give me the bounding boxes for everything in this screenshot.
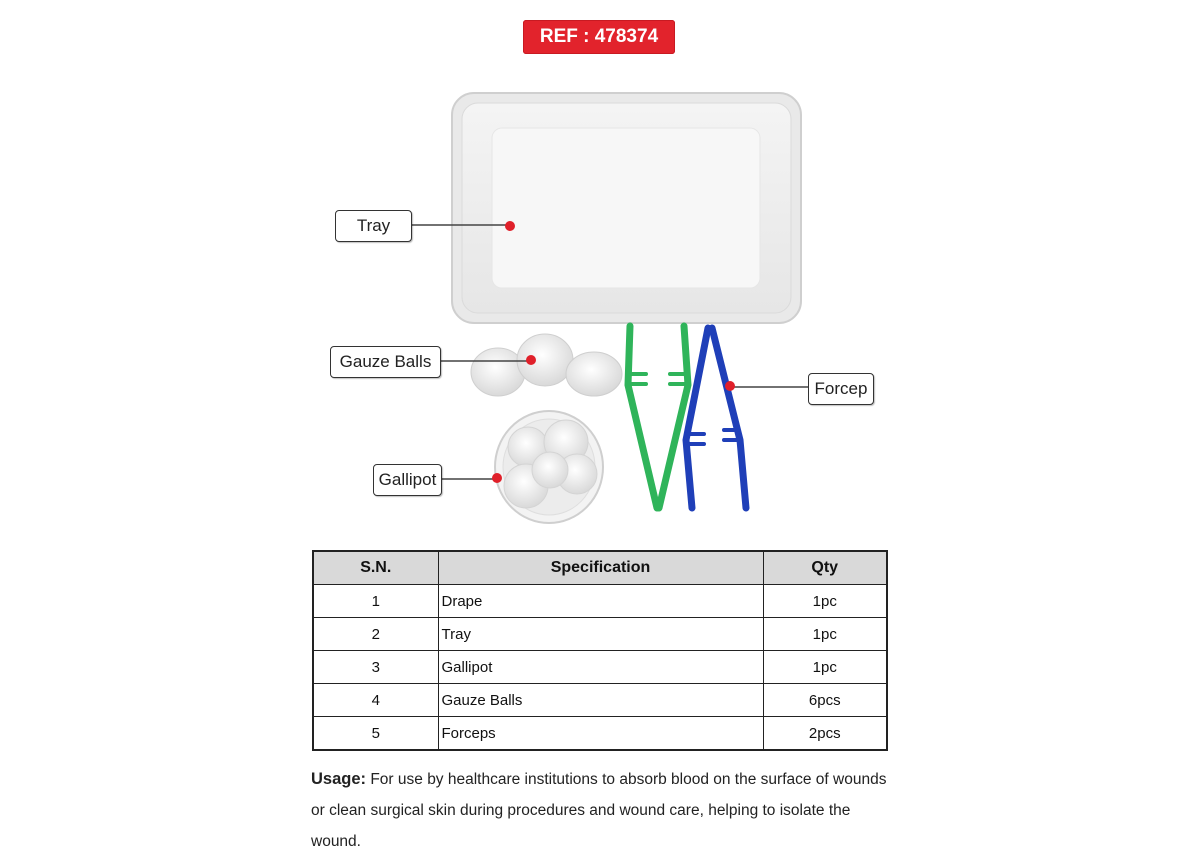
cell-sn: 4	[313, 684, 438, 717]
cell-sn: 5	[313, 717, 438, 751]
callout-forcep: Forcep	[808, 373, 874, 405]
callout-tray: Tray	[335, 210, 412, 242]
specification-table	[312, 550, 888, 751]
table-row	[313, 585, 887, 618]
table-row	[313, 684, 887, 717]
gauze-marker	[526, 355, 536, 365]
table-header-row	[313, 551, 887, 585]
table-row	[313, 618, 887, 651]
cell-qty: 6pcs	[763, 684, 887, 717]
cell-specification: Forceps	[438, 717, 763, 751]
tray-image	[452, 93, 801, 323]
table-row	[313, 651, 887, 684]
green-forcep-image	[628, 326, 688, 508]
callout-gallipot: Gallipot	[373, 464, 442, 496]
header-sn: S.N.	[313, 551, 438, 585]
cell-qty: 2pcs	[763, 717, 887, 751]
callout-gauze-balls: Gauze Balls	[330, 346, 441, 378]
header-qty: Qty	[763, 551, 887, 585]
cell-sn: 3	[313, 651, 438, 684]
usage-text: For use by healthcare institutions to absorb blood on the surface of wounds or clean surgical skin during procedures and wound care, helping to isolate the wound.	[311, 771, 887, 850]
gallipot-marker	[492, 473, 502, 483]
forcep-marker	[725, 381, 735, 391]
tray-marker	[505, 221, 515, 231]
cell-specification: Tray	[438, 618, 763, 651]
cell-qty: 1pc	[763, 585, 887, 618]
usage-label: Usage:	[311, 770, 367, 788]
gauze-balls-image	[471, 334, 622, 396]
cell-specification: Drape	[438, 585, 763, 618]
cell-sn: 2	[313, 618, 438, 651]
ref-badge: REF : 478374	[523, 20, 675, 54]
gallipot-image	[495, 411, 603, 523]
header-specification: Specification	[438, 551, 763, 585]
cell-qty: 1pc	[763, 651, 887, 684]
cell-specification: Gallipot	[438, 651, 763, 684]
cell-specification: Gauze Balls	[438, 684, 763, 717]
usage-paragraph	[311, 764, 891, 857]
cell-qty: 1pc	[763, 618, 887, 651]
table-row	[313, 717, 887, 751]
blue-forcep-image	[686, 328, 746, 508]
cell-sn: 1	[313, 585, 438, 618]
